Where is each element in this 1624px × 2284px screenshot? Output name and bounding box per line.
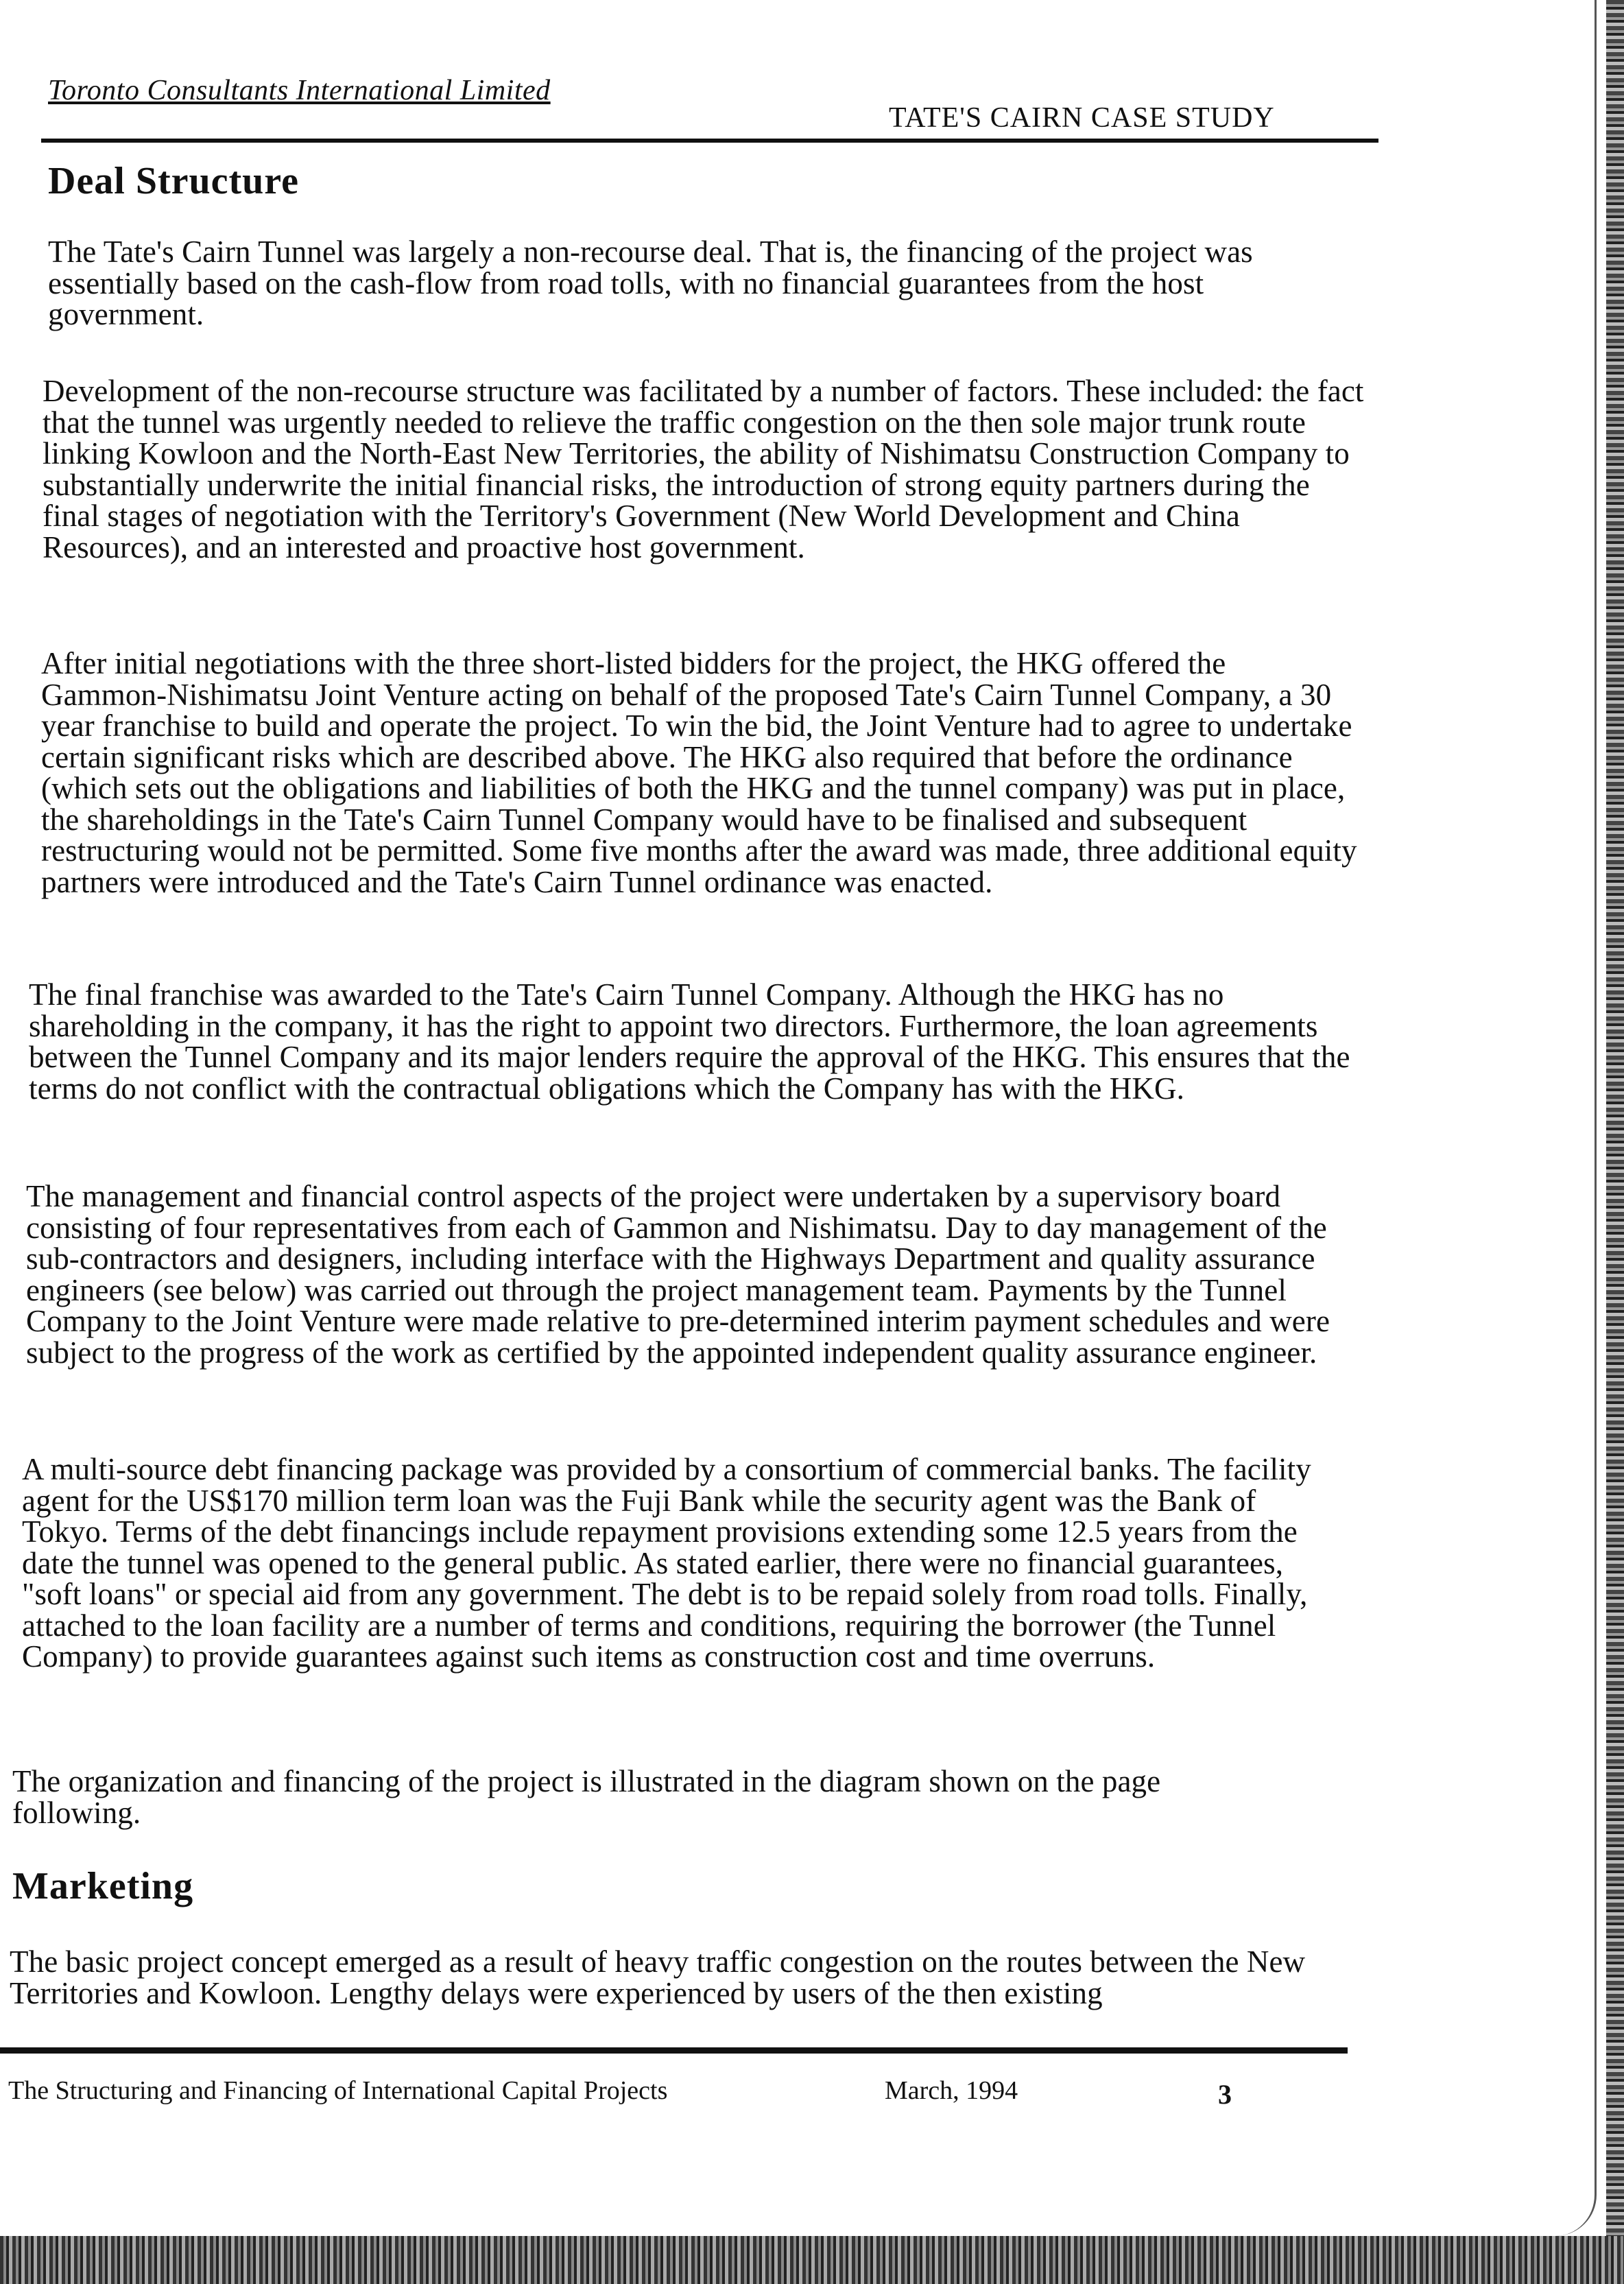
paragraph: After initial negotiations with the three short-listed bidders for the project, the HKG offered the Gammon-Nishimatsu Joint Venture acting on behalf of the proposed Tate's Cairn Tunnel Company, a 30 year franchise to build and operate the project. To win the bid, the Joint Venture had to agree to undertake certain significant risks which are described above. The HKG also required that before the ordinance (which sets out the obligations and liabilities of both the HKG and the tunnel company) was put in place, the shareholdings in the Tate's Cairn Tunnel Company would have to be finalised and subsequent restructuring would not be permitted. Some five months after the award was made, three additional equity partners were introduced and the Tate's Cairn Tunnel ordinance was enacted.	[41, 646, 1357, 899]
paragraph: The final franchise was awarded to the Tate's Cairn Tunnel Company. Although the HKG has no shareholding in the company, it has the right to appoint two directors. Furthermore, the loan agreements between the Tunnel Company and its major lenders require the approval of the HKG. This ensures that the terms do not conflict with the contractual obligations which the Company has with the HKG.	[29, 977, 1350, 1106]
header-rule	[41, 139, 1378, 143]
paragraph: The Tate's Cairn Tunnel was largely a non-recourse deal. That is, the financing of the project was essentially based on the cash-flow from road tolls, with no financial guarantees from the host government.	[48, 235, 1253, 331]
paragraph: The management and financial control aspects of the project were undertaken by a supervisory board consisting of four representatives from each of Gammon and Nishimatsu. Day to day management of the sub-contractors and designers, including interface with the Highways Department and quality assurance engineers (see below) was carried out through the project management team. Payments by the Tunnel Company to the Joint Venture were made relative to pre-determined interim payment schedules and were subject to the progress of the work as certified by the appointed independent quality assurance engineer.	[26, 1179, 1330, 1370]
paragraph: The basic project concept emerged as a result of heavy traffic congestion on the routes between the New Territories and Kowloon. Lengthy delays were experienced by users of the then existing	[10, 1944, 1306, 2010]
scan-edge-bottom	[0, 2236, 1624, 2284]
paragraph: A multi-source debt financing package was provided by a consortium of commercial banks. The facility agent for the US$170 million term loan was the Fuji Bank while the security agent was the Bank of Tokyo. Terms of the debt financings include repayment provisions extending some 12.5 years from the date the tunnel was opened to the general public. As stated earlier, there were no financial guarantees, "soft loans" or special aid from any government. The debt is to be repaid solely from road tolls. Finally, attached to the loan facility are a number of terms and conditions, requiring the borrower (the Tunnel Company) to provide guarantees against such items as construction cost and time overruns.	[22, 1452, 1311, 1674]
header-case-study: TATE'S CAIRN CASE STUDY	[889, 102, 1275, 134]
paragraph: The organization and financing of the project is illustrated in the diagram shown on the page following.	[12, 1764, 1161, 1830]
footer-title: The Structuring and Financing of International Capital Projects	[8, 2076, 668, 2105]
page-number: 3	[1218, 2079, 1232, 2110]
page-curl-shadow	[1485, 0, 1597, 2236]
footer-rule	[0, 2047, 1348, 2054]
scan-edge-right	[1606, 0, 1624, 2284]
section-heading-deal-structure: Deal Structure	[48, 160, 299, 202]
paragraph: Development of the non-recourse structure was facilitated by a number of factors. These included: the fact that the tunnel was urgently needed to relieve the traffic congestion on the then sole major trunk route linking Kowloon and the North-East New Territories, the ability of Nishimatsu Construction Company to substantially underwrite the initial financial risks, the introduction of strong equity partners during the final stages of negotiation with the Territory's Government (New World Development and China Resources), and an interested and proactive host government.	[43, 374, 1364, 564]
section-heading-marketing: Marketing	[12, 1865, 194, 1907]
header-company: Toronto Consultants International Limited	[48, 75, 551, 106]
footer-date: March, 1994	[885, 2076, 1018, 2105]
